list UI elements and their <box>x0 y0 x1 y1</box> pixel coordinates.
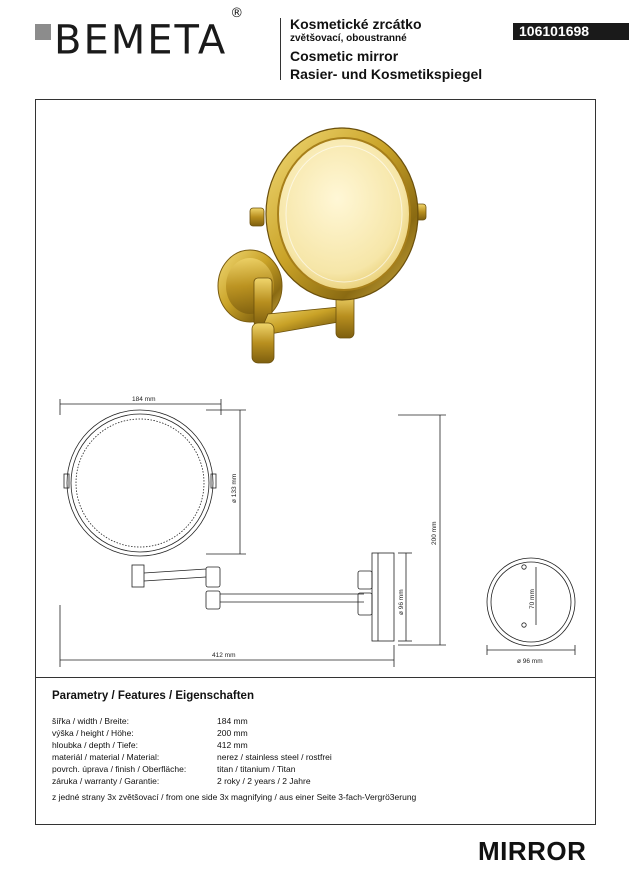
product-code: 106101698 <box>513 23 629 40</box>
param-row-height <box>52 728 248 738</box>
logo-square <box>35 24 51 40</box>
title-cz: Kosmetické zrcátko <box>290 16 422 32</box>
registered-mark: ® <box>230 6 246 21</box>
depth-label: 412 mm <box>212 652 236 659</box>
param-value: titan / titanium / Titan <box>217 764 296 774</box>
param-value: 184 mm <box>217 716 248 726</box>
param-label: výška / height / Höhe: <box>52 728 134 738</box>
param-value: 200 mm <box>217 728 248 738</box>
wall-plate-side <box>372 553 394 641</box>
param-label: hloubka / depth / Tiefe: <box>52 740 139 750</box>
subtitle-cz: zvětšovací, oboustranné <box>290 33 407 44</box>
title-de: Rasier- und Kosmetikspiegel <box>290 66 483 82</box>
width-label: 184 mm <box>132 396 156 403</box>
params-divider <box>35 677 596 678</box>
param-label: záruka / warranty / Garantie: <box>52 776 160 786</box>
param-row-depth <box>52 740 248 750</box>
front-mirror-outer <box>67 410 213 556</box>
header-divider <box>280 18 281 80</box>
title-en: Cosmetic mirror <box>290 48 399 64</box>
diameter-label: ø 133 mm <box>231 473 238 503</box>
param-label: šířka / width / Breite: <box>52 716 129 726</box>
product-photo <box>210 118 440 374</box>
param-label: povrch. úprava / finish / Oberfläche: <box>52 764 187 774</box>
param-label: materiál / material / Material: <box>52 752 160 762</box>
base-label: ø 96 mm <box>517 658 543 665</box>
brand-logo <box>54 6 246 64</box>
base-side-label: ø 96 mm <box>398 589 405 615</box>
params-title: Parametry / Features / Eigenschaften <box>52 690 254 702</box>
param-row-finish <box>52 764 296 774</box>
param-value: 2 roky / 2 years / 2 Jahre <box>217 776 311 786</box>
param-value: 412 mm <box>217 740 248 750</box>
brand-name: BEMETA <box>54 17 228 64</box>
hole-spacing-label: 70 mm <box>529 589 536 609</box>
height-label: 200 mm <box>431 521 438 545</box>
param-row-width <box>52 716 248 726</box>
param-value: nerez / stainless steel / rostfrei <box>217 752 332 762</box>
technical-drawing <box>36 395 594 675</box>
param-row-material <box>52 752 332 762</box>
param-note: z jedné strany 3x zvětšovací / from one side 3x magnifying / aus einer Seite 3-fach-Vergrö3erung <box>52 792 417 802</box>
param-row-warranty <box>52 776 311 786</box>
footer-label: MIRROR <box>478 836 587 866</box>
